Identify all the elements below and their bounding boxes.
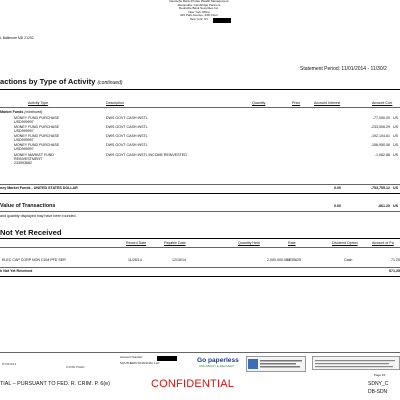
col-quantity-held: Quantity Held (238, 241, 260, 245)
row-type: MONEY FUND PURCHASE (14, 134, 60, 138)
go-paperless-text: Go paperless (197, 357, 239, 364)
disclosure-badge (312, 356, 400, 370)
bates-code-2: DB-SDN (368, 389, 388, 395)
col-amount-payable: Amount of Pa (372, 241, 394, 245)
col-price: Price (292, 101, 301, 105)
total-rule (0, 267, 400, 268)
value-label: Value of Transactions (0, 203, 56, 209)
row-amount: -156,950.06 (370, 143, 390, 147)
col-description: Description (106, 101, 124, 105)
section-title-suffix: (continued) (97, 80, 123, 86)
row-currency: US (393, 134, 398, 138)
confidential-stamp: CONFIDENTIAL (151, 378, 235, 390)
table-row (14, 125, 59, 133)
income-rate: 0.035625 (286, 258, 301, 262)
footer-rule (0, 352, 400, 353)
col-dividend-option: Dividend Option (332, 241, 358, 245)
table-row (14, 134, 59, 142)
go-paperless-logo (197, 357, 239, 364)
section-title-text: actions by Type of Activity (0, 77, 96, 86)
rounding-note: and quantity displayed may have been rounded. (0, 214, 77, 218)
income-quantity: 2,000,000.000 (267, 258, 290, 262)
row-type: MONEY MARKET FUND (14, 153, 55, 157)
col-quantity: Quantity (252, 101, 266, 105)
col-record-date: Record Date (126, 241, 147, 245)
income-amount: 71,25 (391, 258, 400, 262)
col-amount-currency: Amount Curr (372, 101, 393, 105)
group-label-suffix: (continued) (24, 110, 43, 114)
total-currency: US (393, 186, 398, 190)
footer-left-code: DT/0CD14 (2, 362, 17, 366)
address-fragment: L Baltimore MD 21202 (0, 36, 34, 40)
row-amount: -233,506.29 (370, 125, 390, 129)
total-accrued: 0.00 (334, 186, 341, 190)
income-record-date: 11/26/14 (128, 258, 142, 262)
section-title-income: Not Yet Received (0, 228, 62, 237)
row-description: DWS GOVT CASH INSTL (106, 116, 148, 120)
row-ref: USD999997 (14, 147, 34, 152)
col-accrued-interest: Accrued Interest (314, 101, 341, 105)
total-rule-bold (0, 276, 400, 277)
row-currency: US (393, 125, 398, 129)
table-row (14, 153, 54, 166)
group-label-text: Market Funds (0, 110, 24, 114)
row-description: DWS GOVT CASH INSTL (106, 134, 148, 138)
value-rule (0, 211, 400, 212)
badge-graphic (247, 357, 305, 371)
redaction-box (213, 18, 231, 23)
header-rule (0, 247, 400, 248)
legal-notice: TIAL – PURSUANT TO FED. R. CRIM. P. 6(e) (0, 381, 110, 387)
income-total-label: h Not Yet Received (0, 269, 33, 273)
row-currency: US (393, 143, 398, 147)
communications-badge (246, 356, 306, 372)
row-ref: USD999997 (14, 138, 34, 143)
header-line: Deutsche Bank Securities Inc. (178, 6, 220, 11)
value-accrued: 0.00 (334, 204, 341, 208)
value-amount: -861.20 (377, 204, 390, 208)
row-ref: USD999997 (14, 120, 34, 125)
income-option: Cash (344, 258, 353, 262)
income-desc: ELEC CAP CORP NON CUM PFD SER (2, 258, 66, 262)
row-description: DWS GOVT CASH INSTL (106, 125, 148, 129)
group-label (0, 110, 42, 114)
section-rule (0, 238, 400, 239)
row-amount: -77,000.00 (372, 116, 390, 120)
account-redaction (157, 356, 177, 361)
total-rule-bold (0, 193, 400, 194)
disclosure-graphic (313, 358, 399, 370)
go-paperless-sub: ASK ABOUT E-DELIVERY (199, 364, 235, 368)
row-ref: USD999997 (14, 129, 34, 134)
row-type: MONEY FUND PURCHASE (14, 116, 60, 120)
account-number-label: Account Number: (120, 355, 144, 359)
page-number: Page 15 (374, 373, 386, 377)
footer-mid-code: 0.0000 PGED (66, 365, 85, 369)
statement-period: Statement Period: 11/01/2014 - 11/30/2 (300, 66, 387, 72)
row-currency: US (393, 116, 398, 120)
col-rate: Rate (288, 241, 296, 245)
total-label: ney Market Funds - UNITED STATES DOLLAR (0, 186, 78, 190)
income-payable-date: 12/15/14 (172, 258, 186, 262)
row-ref: REINVESTMENT (14, 157, 43, 162)
table-row (14, 116, 59, 124)
total-rule (0, 184, 400, 185)
header-line: 345 Park Avenue, 24th Floor (180, 13, 218, 18)
value-currency: US (393, 204, 398, 208)
section-title-activity (0, 77, 123, 86)
bates-code-1: SDNY_C (368, 381, 389, 387)
row-type: MONEY FUND PURCHASE (14, 143, 60, 147)
row-currency: US (393, 153, 398, 157)
header-line: New York, NY (189, 16, 209, 21)
row-amount: -1,082.86 (374, 153, 390, 157)
row-description: DWS GOVT CASH INSTL (106, 143, 148, 147)
section-rule (0, 89, 400, 90)
total-amount: -753,755.12 (370, 186, 390, 190)
row-amount: -192,104.61 (370, 134, 390, 138)
header-rule (0, 107, 400, 108)
row-type: MONEY FUND PURCHASE (14, 125, 60, 129)
row-ref2: 233993682 (14, 161, 32, 166)
income-total-amount: $71,25 (389, 269, 400, 273)
col-activity-type: Activity Type (28, 101, 49, 105)
table-row (14, 143, 59, 151)
header-line: Deutsche Bank Private Wealth Management (169, 0, 229, 3)
header-line: New York Office (188, 9, 210, 14)
header-line: Alexandria, Cambridge Partners (177, 2, 221, 7)
col-payable-date: Payable Date (164, 241, 186, 245)
account-name: SOUTHERN FINANCIAL LLC (120, 361, 160, 365)
row-description: DWS GOVT CASH INSTL INCOME REINVESTED (106, 153, 187, 157)
